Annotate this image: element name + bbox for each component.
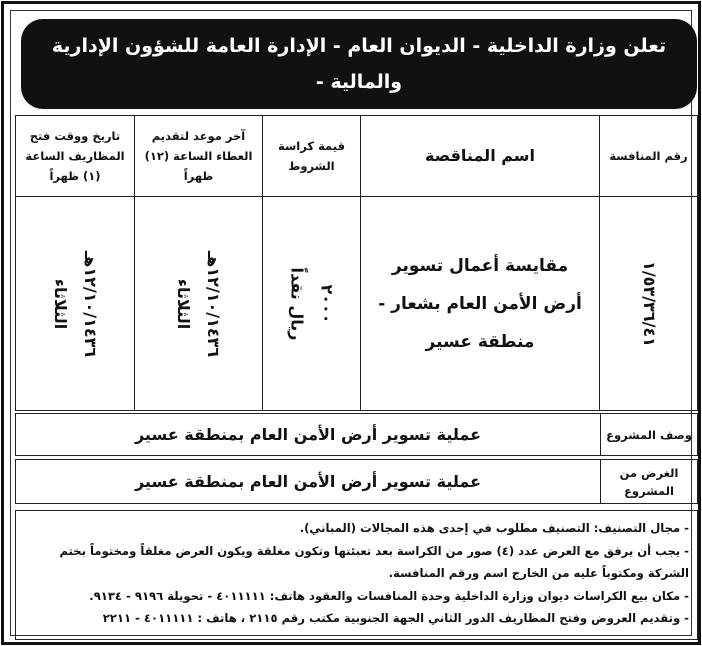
- notes-section: [15, 510, 698, 640]
- deadline-day: الثلاثاء: [174, 278, 194, 329]
- note-item: - يجب أن يرفق مع العرض عدد (٤) صور من الكراسة بعد تعبئتها وتكون مغلقة ويكون العرض مغلقاً ومختوماً بختم الشركة ومكتوباً عليه من الخارج اسم ورقم المنافسة.: [59, 543, 689, 580]
- opening-text: [45, 250, 105, 356]
- tender-name-line-3: منطقة عسير: [425, 331, 535, 352]
- banner-line-2: وحدة المنافسات والعقود عن طرح المنافسة التالية:: [119, 107, 599, 129]
- opening-date: ١٢/١٠/١٤٣٦هـ: [81, 250, 100, 357]
- announcement-banner: [21, 19, 697, 129]
- note-item: - وتقديم العروض وفتح المظاريف الدور الثاني الجهة الجنوبية مكتب رقم ٢١١٥ ، هاتف : ٤٠١١١١١ - ٢٢١١: [102, 611, 689, 625]
- cell-price: [263, 197, 361, 411]
- purpose-value: عملية تسوير أرض الأمن العام بمنطقة عسير: [134, 472, 482, 491]
- table-header-row: [16, 116, 698, 197]
- cell-deadline: [135, 197, 263, 411]
- purpose-row: [15, 459, 698, 504]
- note-item: - مجال التصنيف: التصنيف مطلوب في إحدى هذه المجالات (المباني).: [299, 521, 689, 535]
- header-opening: تاريخ ووقت فتح المظاريف الساعة (١) ظهراً: [16, 116, 135, 197]
- price-amount: ٢٠٠٠: [317, 283, 337, 324]
- price-text: [282, 267, 342, 340]
- description-row: [15, 413, 698, 456]
- advertisement-frame: [1, 1, 701, 645]
- deadline-date: ١٢/١٠/١٤٣٦هـ: [204, 250, 224, 357]
- tender-number: ١/٥٣/٣٦/٤١: [639, 260, 659, 347]
- note-item: - مكان بيع الكراسات ديوان وزارة الداخلية وحدة المنافسات والعقود هاتف: ٤٠١١١١١ - تحويلة ٩١٩٦ - ٩١٣٤.: [89, 588, 689, 603]
- tender-table: [15, 115, 698, 411]
- price-unit: ريال نقداً: [287, 267, 307, 340]
- opening-day: الثلاثاء: [51, 278, 70, 329]
- tender-name-line-1: مقايسة أعمال تسوير: [391, 255, 569, 276]
- banner-line-1: تعلن وزارة الداخلية - الديوان العام - الإدارة العامة للشؤون الإدارية والمالية -: [51, 35, 667, 93]
- header-price: قيمة كراسة الشروط: [263, 116, 361, 197]
- header-deadline: آخر موعد لتقديم العطاء الساعة (١٢) ظهراً: [135, 116, 263, 197]
- description-label: وصف المشروع: [600, 414, 697, 455]
- deadline-text: [169, 250, 229, 356]
- advertisement-body: [10, 10, 692, 636]
- table-row: [16, 197, 698, 411]
- description-value: عملية تسوير أرض الأمن العام بمنطقة عسير: [134, 425, 482, 444]
- cell-name: [361, 197, 600, 411]
- cell-number: [600, 197, 698, 411]
- tender-name-line-2: أرض الأمن العام بشعار -: [378, 293, 582, 314]
- cell-opening: [16, 197, 135, 411]
- header-number: رقم المنافسة: [600, 116, 698, 197]
- purpose-label: الغرض من المشروع: [600, 460, 697, 503]
- header-name: اسم المناقصة: [361, 116, 600, 197]
